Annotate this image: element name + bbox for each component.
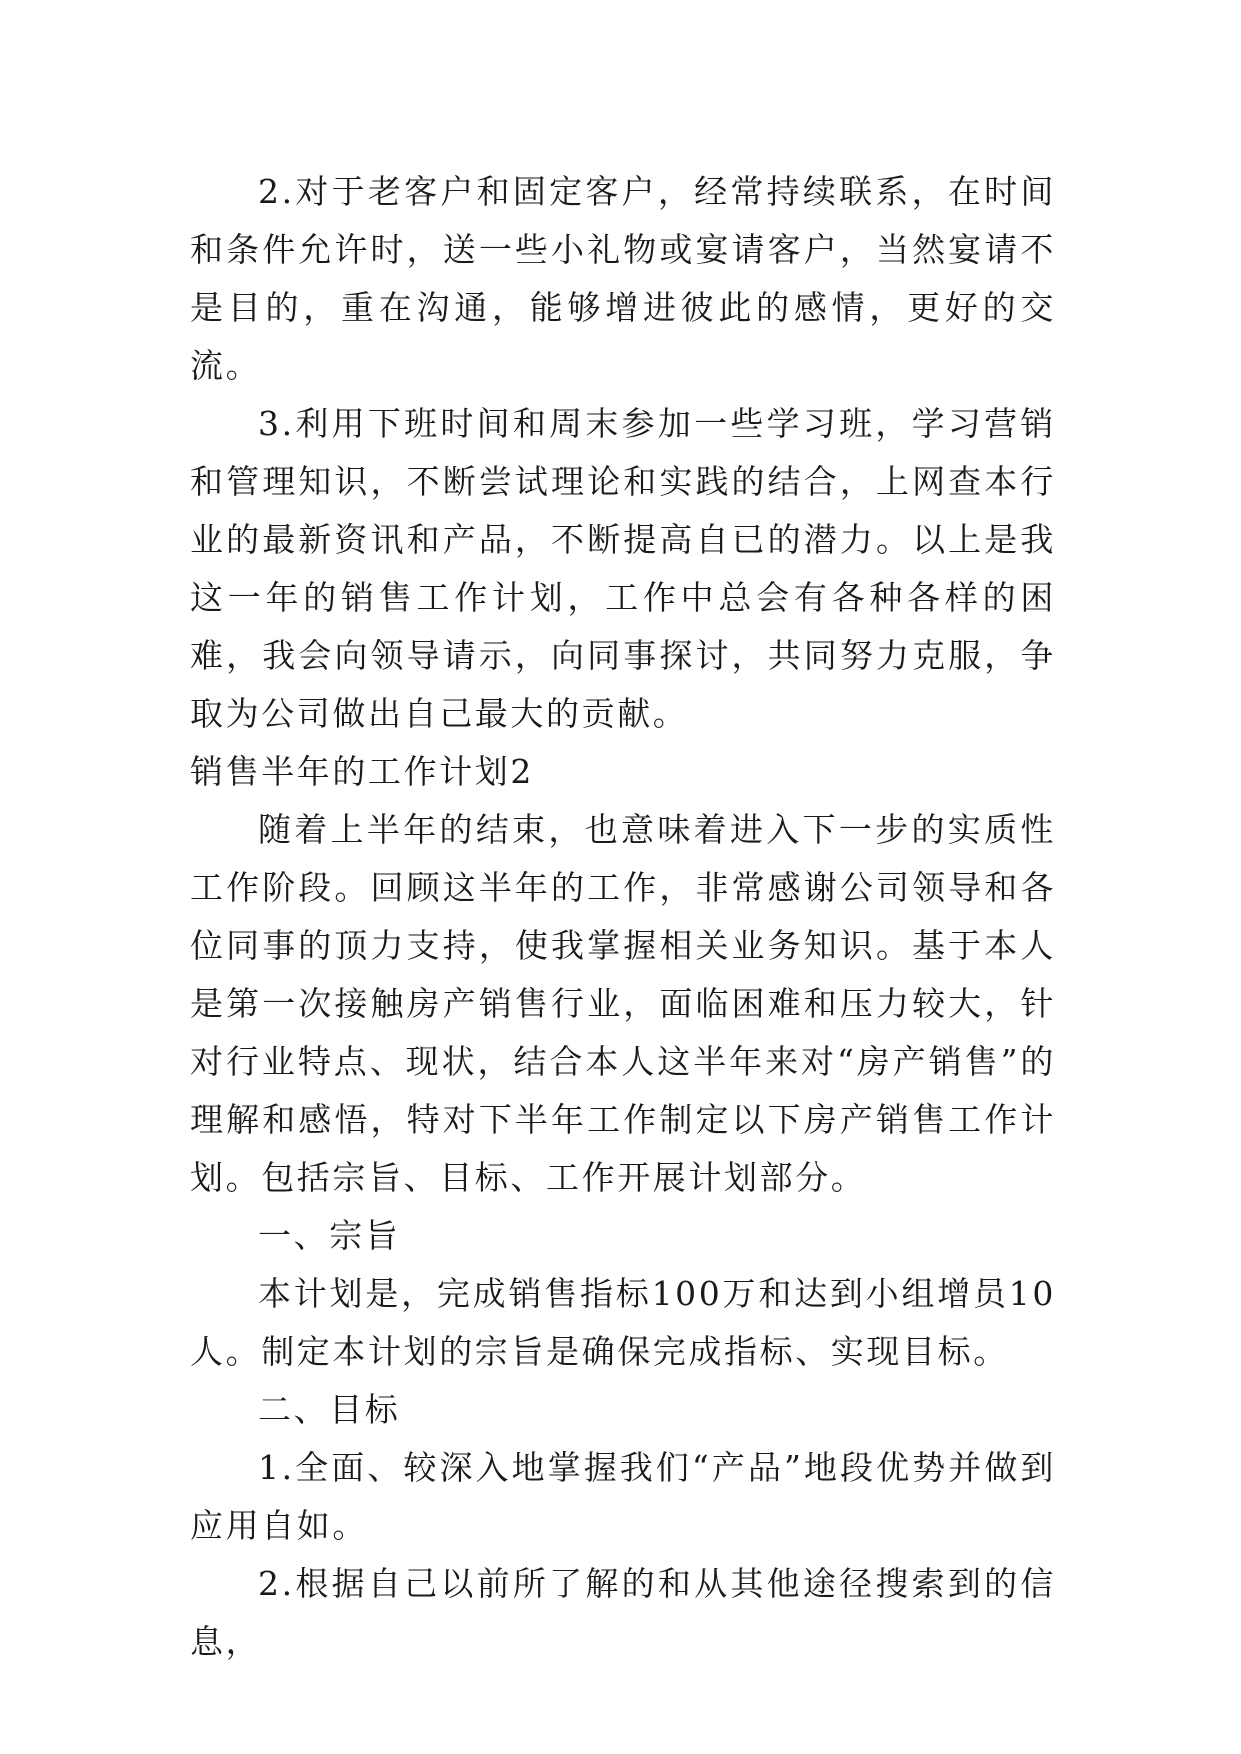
subheading-goals: 二、目标 <box>258 1390 401 1429</box>
paragraph-old-customers: 2.对于老客户和固定客户，经常持续联系，在时间和条件允许时，送一些小礼物或宴请客户，当然宴请不是目的，重在沟通，能够增进彼此的感情，更好的交流。 <box>190 172 1056 385</box>
paragraph-intro: 随着上半年的结束，也意味着进入下一步的实质性工作阶段。回顾这半年的工作，非常感谢公司领导和各位同事的顶力支持，使我掌握相关业务知识。基于本人是第一次接触房产销售行业，面临困难和压力较大，针对行业特点、现状，结合本人这半年来对“房产销售”的理解和感悟，特对下半年工作制定以下房产销售工作计划。包括宗旨、目标、工作开展计划部分。 <box>190 810 1056 1197</box>
paragraph-goal-2: 2.根据自己以前所了解的和从其他途径搜索到的信息， <box>190 1564 1056 1661</box>
paragraph-study-plan: 3.利用下班时间和周末参加一些学习班，学习营销和管理知识，不断尝试理论和实践的结合，上网查本行业的最新资讯和产品，不断提高自已的潜力。以上是我这一年的销售工作计划，工作中总会有各种各样的困难，我会向领导请示，向同事探讨，共同努力克服，争取为公司做出自己最大的贡献。 <box>190 404 1056 733</box>
paragraph-purpose: 本计划是，完成销售指标100万和达到小组增员10人。制定本计划的宗旨是确保完成指标、实现目标。 <box>190 1274 1056 1371</box>
section-title: 销售半年的工作计划2 <box>190 752 534 791</box>
paragraph-goal-1: 1.全面、较深入地掌握我们“产品”地段优势并做到应用自如。 <box>190 1448 1056 1545</box>
document-page <box>190 163 1056 1671</box>
subheading-purpose: 一、宗旨 <box>258 1216 401 1255</box>
